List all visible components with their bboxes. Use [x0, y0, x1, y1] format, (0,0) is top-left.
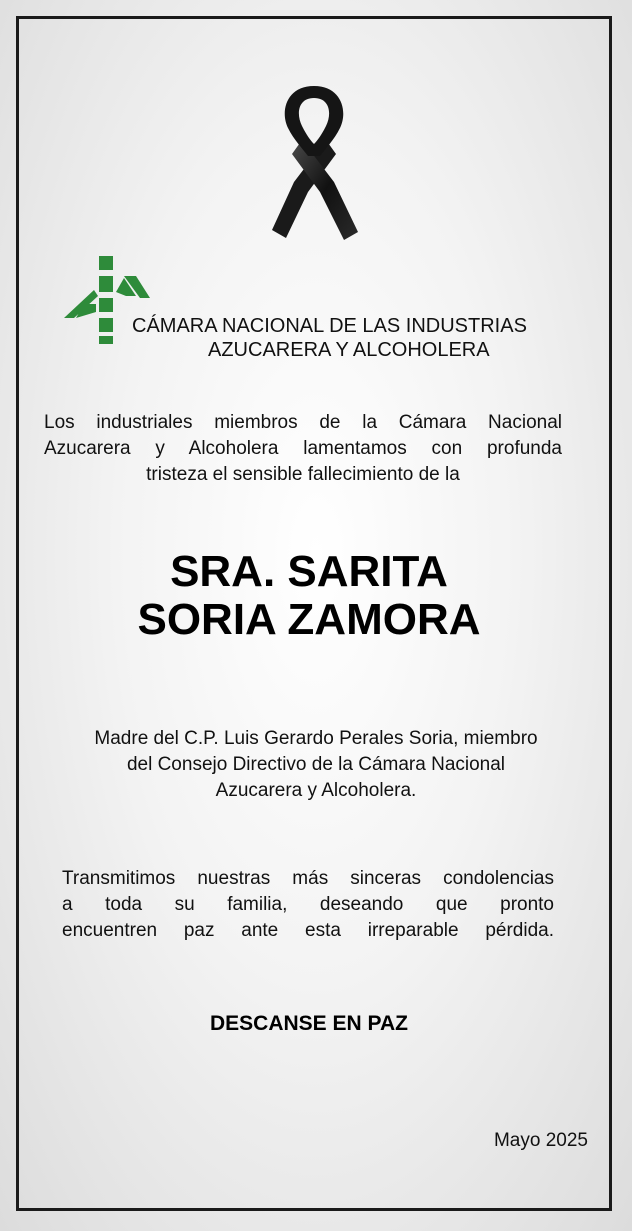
relation-line: Madre del C.P. Luis Gerardo Perales Soria, miembro — [94, 728, 538, 749]
relation-line: del Consejo Directivo de la Cámara Nacional — [126, 754, 506, 775]
rest-in-peace-heading: DESCANSE EN PAZ — [210, 1012, 408, 1035]
notice-date: Mayo 2025 — [493, 1130, 588, 1151]
deceased-name — [0, 548, 618, 644]
intro-paragraph — [44, 410, 562, 488]
relation-paragraph — [56, 726, 576, 804]
condolences-line: encuentren paz ante esta irreparable pérdida. — [62, 920, 554, 941]
intro-line: Los industriales miembros de la Cámara Nacional — [44, 412, 562, 433]
condolences-line: Transmitimos nuestras más sinceras condolencias — [62, 868, 554, 889]
deceased-name-line1: SRA. SARITA — [170, 547, 448, 596]
relation-line: Azucarera y Alcoholera. — [215, 780, 417, 801]
condolences-line: a toda su familia, deseando que pronto — [62, 894, 554, 915]
intro-line: Azucarera y Alcoholera lamentamos con profunda — [44, 438, 562, 459]
organization-name-line2: AZUCARERA Y ALCOHOLERA — [208, 339, 490, 361]
intro-line: tristeza el sensible fallecimiento de la — [146, 464, 460, 485]
organization-name-line1: CÁMARA NACIONAL DE LAS INDUSTRIAS — [132, 315, 527, 337]
deceased-name-line2: SORIA ZAMORA — [137, 595, 481, 644]
black-mourning-ribbon-icon — [264, 82, 364, 242]
condolences-paragraph — [62, 866, 554, 944]
